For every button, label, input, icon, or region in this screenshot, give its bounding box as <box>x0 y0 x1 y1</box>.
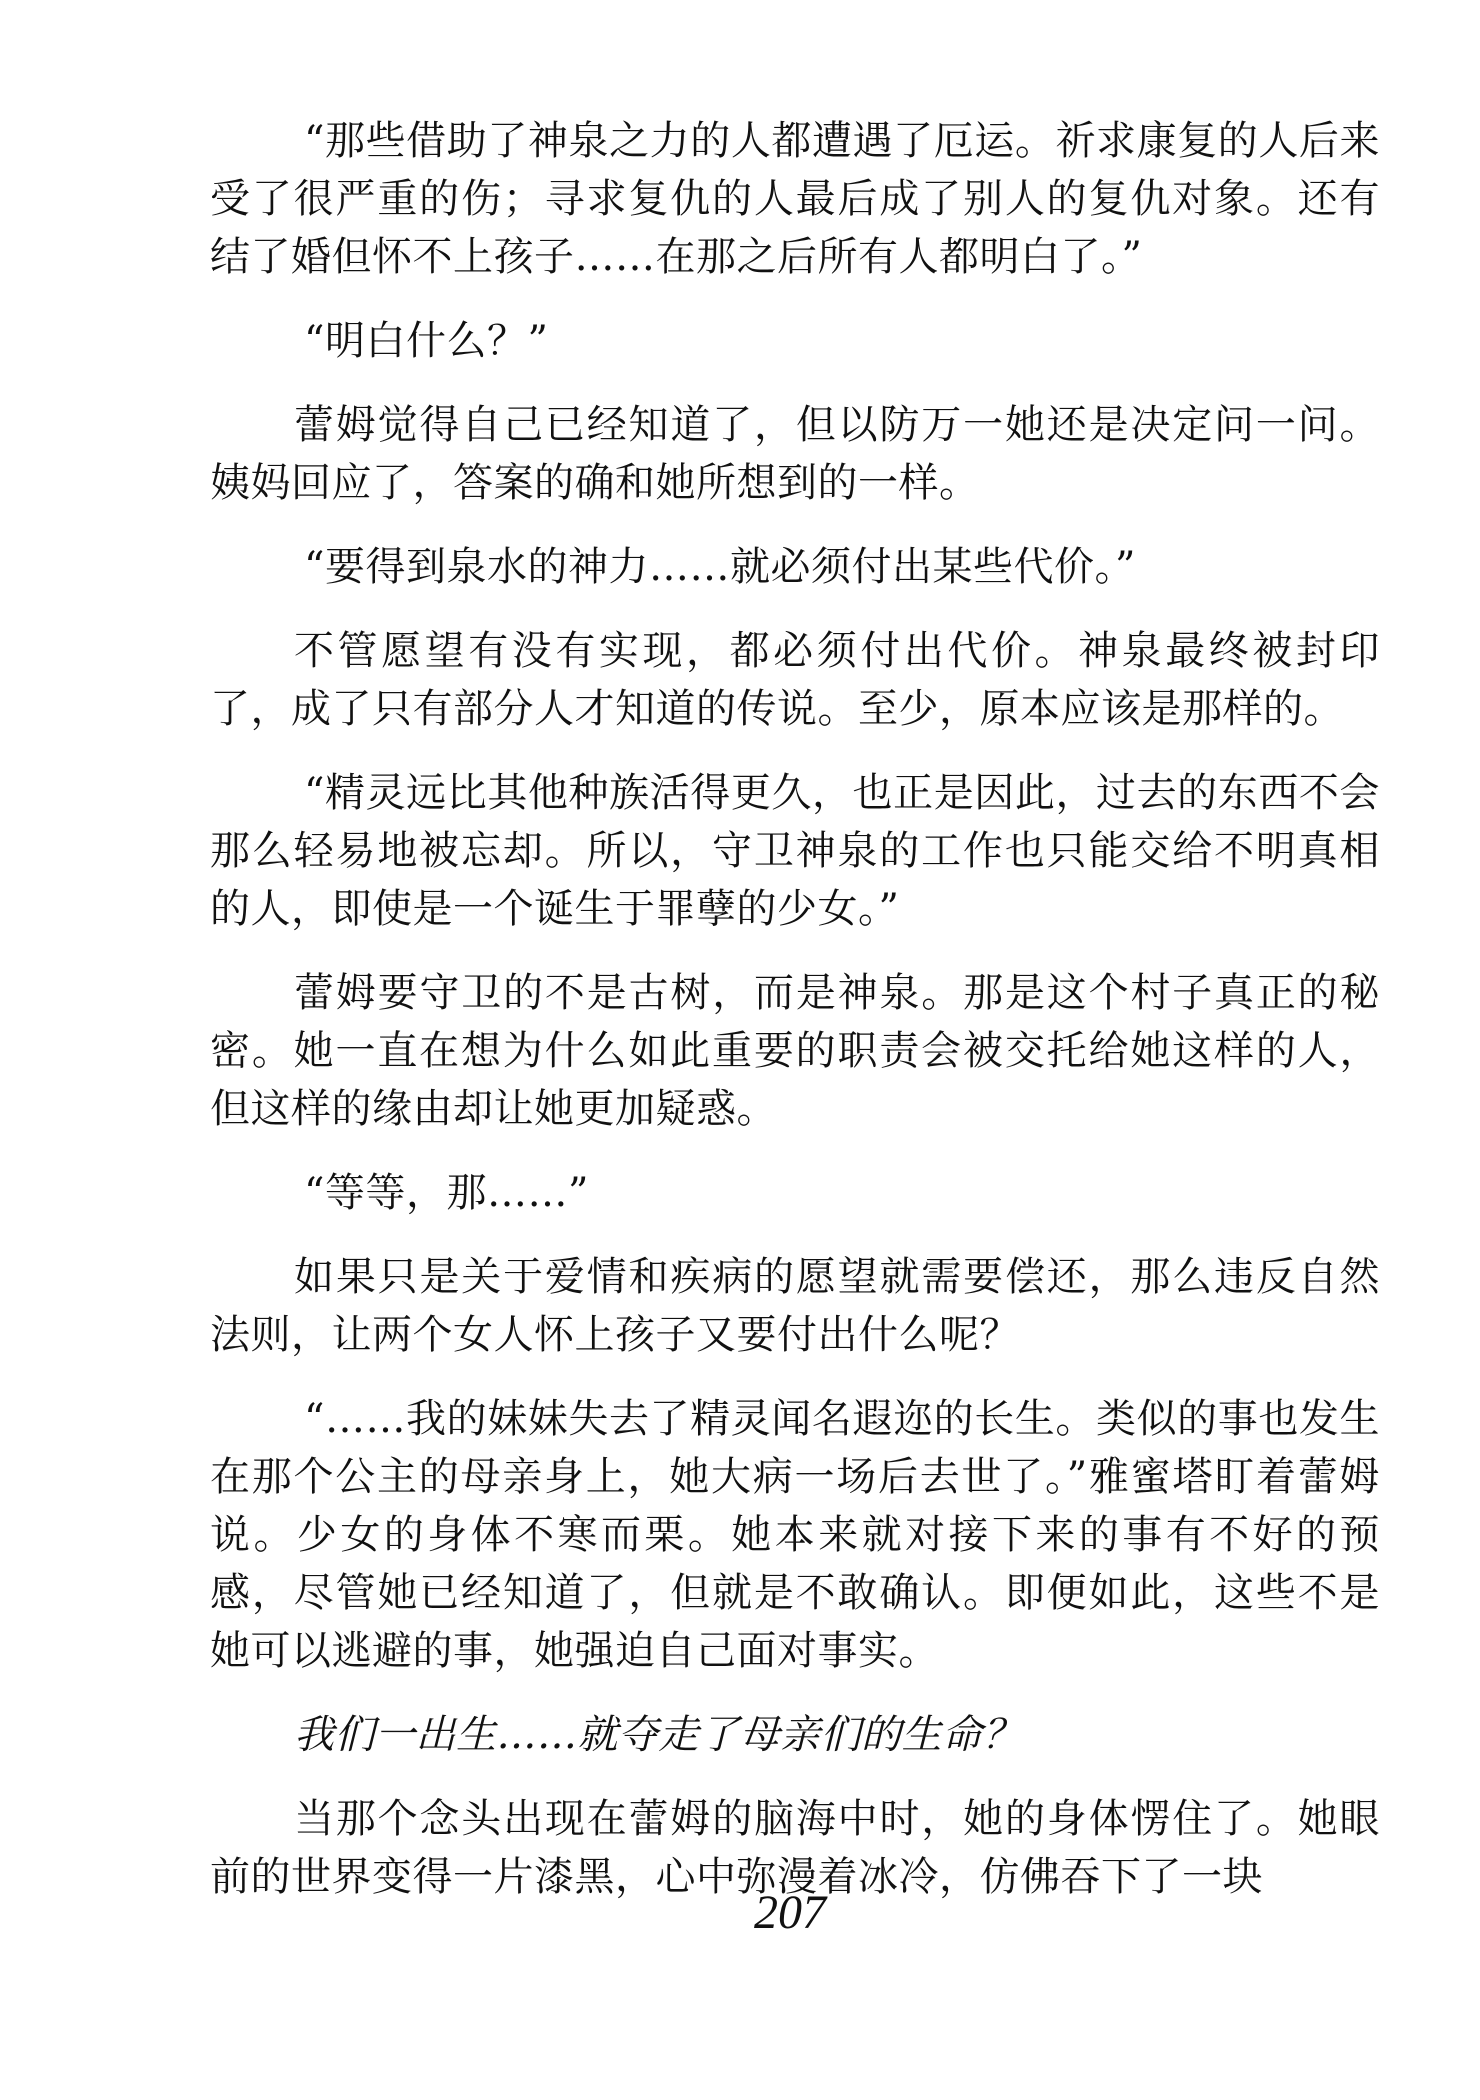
paragraph-9: 如果只是关于爱情和疾病的愿望就需要偿还，那么违反自然法则，让两个女人怀上孩子又要付出什么呢？ <box>210 1254 1380 1358</box>
page-number: 207 <box>754 1886 826 1939</box>
paragraph-1: “那些借助了神泉之力的人都遭遇了厄运。祈求康复的人后来受了很严重的伤；寻求复仇的人最后成了别人的复仇对象。还有结了婚但怀不上孩子……在那之后所有人都明白了。” <box>210 118 1380 280</box>
paragraph-6: “精灵远比其他种族活得更久，也正是因此，过去的东西不会那么轻易地被忘却。所以，守卫神泉的工作也只能交给不明真相的人，即使是一个诞生于罪孽的少女。” <box>210 770 1380 932</box>
paragraph-8: “等等，那……” <box>304 1170 589 1216</box>
paragraph-5: 不管愿望有没有实现，都必须付出代价。神泉最终被封印了，成了只有部分人才知道的传说。至少，原本应该是那样的。 <box>210 628 1380 732</box>
paragraph-12: 当那个念头出现在蕾姆的脑海中时，她的身体愣住了。她眼前的世界变得一片漆黑，心中弥漫着冰冷，仿佛吞下了一块 <box>210 1796 1380 1900</box>
paragraph-3: 蕾姆觉得自己已经知道了，但以防万一她还是决定问一问。姨妈回应了，答案的确和她所想到的一样。 <box>210 402 1380 506</box>
paragraph-2: “明白什么？” <box>304 318 549 364</box>
paragraph-11-italic-thought: 我们一出生……就夺走了母亲们的生命？ <box>294 1712 1023 1758</box>
paragraph-7: 蕾姆要守卫的不是古树，而是神泉。那是这个村子真正的秘密。她一直在想为什么如此重要的职责会被交托给她这样的人，但这样的缘由却让她更加疑惑。 <box>210 970 1380 1132</box>
paragraph-4: “要得到泉水的神力……就必须付出某些代价。” <box>304 544 1136 590</box>
paragraph-10: “……我的妹妹失去了精灵闻名遐迩的长生。类似的事也发生在那个公主的母亲身上，她大病一场后去世了。”雅蜜塔盯着蕾姆说。少女的身体不寒而栗。她本来就对接下来的事有不好的预感，尽管她已经知道了，但就是不敢确认。即便如此，这些不是她可以逃避的事，她强迫自己面对事实。 <box>210 1396 1380 1674</box>
page-body <box>210 112 1380 1932</box>
